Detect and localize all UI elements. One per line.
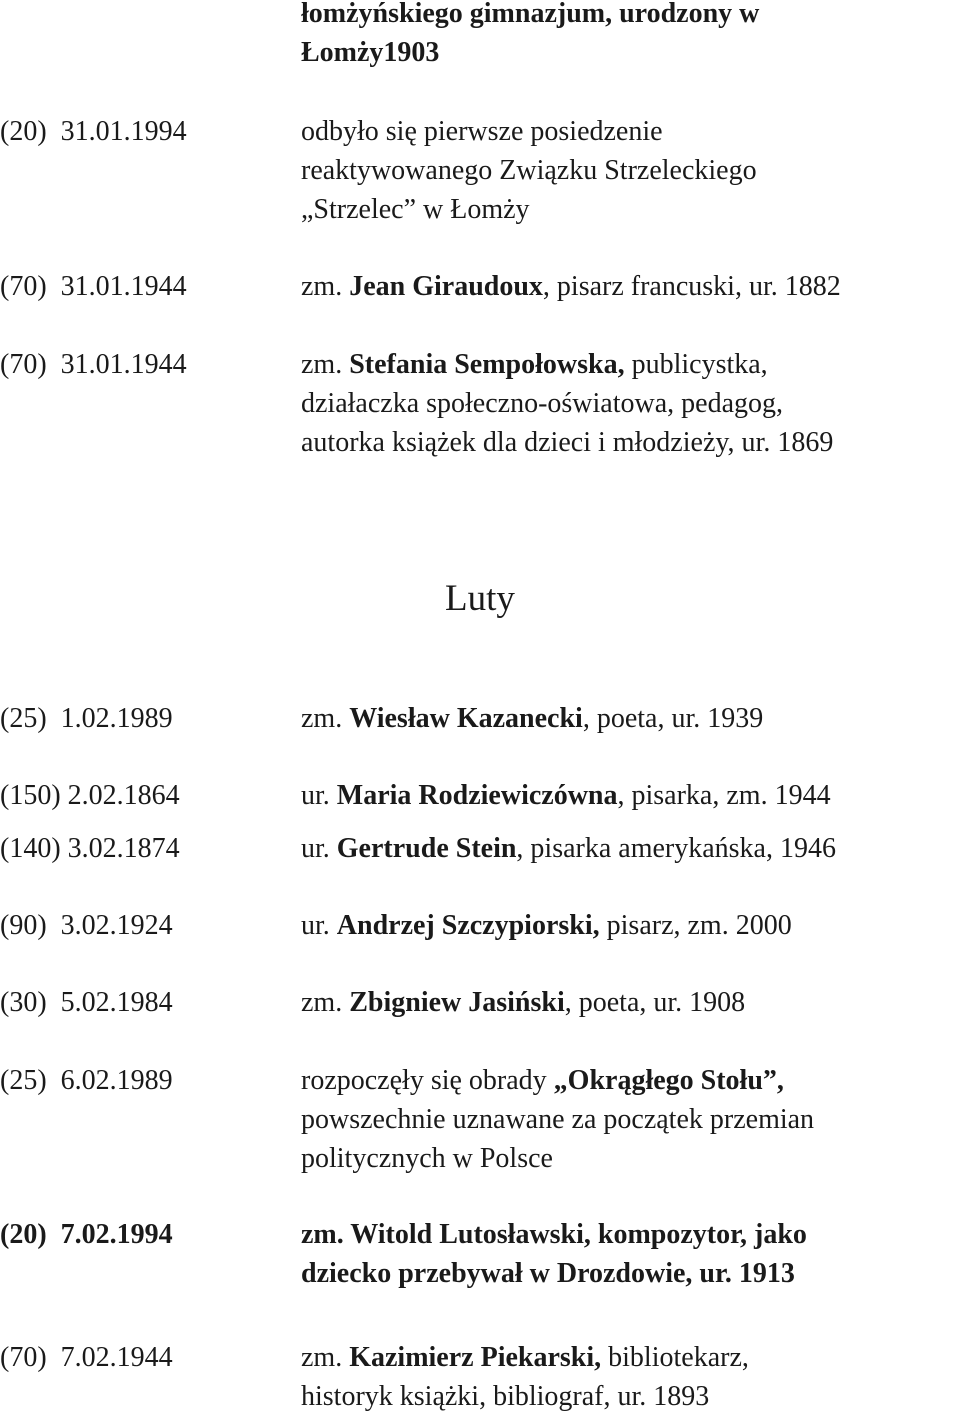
description-line xyxy=(301,190,960,229)
description-text: zm. xyxy=(301,987,350,1018)
description-line xyxy=(301,151,960,190)
description-text: zm. xyxy=(301,1342,350,1373)
entry-date: (150) 2.02.1864 xyxy=(0,780,180,811)
bold-name: „Okrągłego Stołu”, xyxy=(553,1065,784,1096)
entry-date: (20) 31.01.1994 xyxy=(0,116,187,147)
entry-description xyxy=(301,906,960,945)
description-text: , pisarka amerykańska, 1946 xyxy=(516,833,836,864)
description-line xyxy=(301,829,960,868)
description-text: ur. xyxy=(301,780,337,811)
description-text: reaktywowanego Związku Strzeleckiego xyxy=(301,155,757,186)
description-text: , poeta, ur. 1939 xyxy=(582,703,764,734)
entry-description xyxy=(301,1338,960,1416)
entry-date: (70) 31.01.1944 xyxy=(0,349,187,380)
bold-name: Maria Rodziewiczówna xyxy=(336,780,618,811)
entry-date: (90) 3.02.1924 xyxy=(0,910,173,941)
description-text: politycznych w Polsce xyxy=(301,1143,553,1174)
entry-date: (25) 6.02.1989 xyxy=(0,1065,173,1096)
description-line xyxy=(301,983,960,1022)
section-heading: Luty xyxy=(445,578,515,619)
description-text: , poeta, ur. 1908 xyxy=(564,987,746,1018)
description-text: „Strzelec” w Łomży xyxy=(301,194,530,225)
description-line xyxy=(301,1377,960,1416)
entry-date: (20) 7.02.1994 xyxy=(0,1219,173,1250)
description-text: autorka książek dla dzieci i młodzieży, ur. 1869 xyxy=(301,427,834,458)
entry-description xyxy=(301,983,960,1022)
bold-name: Stefania Sempołowska, xyxy=(349,349,625,380)
entry-description xyxy=(301,0,960,72)
description-line: Łomży1903 xyxy=(301,37,440,68)
description-line xyxy=(301,112,960,151)
description-text: zm. xyxy=(301,349,350,380)
entry-date: (30) 5.02.1984 xyxy=(0,987,173,1018)
description-line xyxy=(301,384,960,423)
bold-name: Zbigniew Jasiński xyxy=(349,987,565,1018)
entry-date: (70) 31.01.1944 xyxy=(0,271,187,302)
description-text: , pisarka, zm. 1944 xyxy=(617,780,831,811)
entry-date: (25) 1.02.1989 xyxy=(0,703,173,734)
description-text: publicystka, xyxy=(624,349,768,380)
description-line xyxy=(301,423,960,462)
description-line xyxy=(301,699,960,738)
entry-description xyxy=(301,776,960,815)
description-text: ur. xyxy=(301,833,337,864)
entry-description xyxy=(301,345,960,462)
bold-name: dziecko przebywał w Drozdowie, ur. 1913 xyxy=(301,1258,795,1289)
description-line: łomżyńskiego gimnazjum, urodzony w xyxy=(301,0,760,29)
bold-name: Gertrude Stein xyxy=(336,833,517,864)
entry-description xyxy=(301,1215,960,1293)
bold-name: Wiesław Kazanecki xyxy=(349,703,583,734)
entry-description xyxy=(301,112,960,229)
description-line xyxy=(301,776,960,815)
description-text: ur. xyxy=(301,910,337,941)
description-text: pisarz, zm. 2000 xyxy=(599,910,792,941)
description-text: odbyło się pierwsze posiedzenie xyxy=(301,116,663,147)
entry-date: (70) 7.02.1944 xyxy=(0,1342,173,1373)
bold-name: Andrzej Szczypiorski, xyxy=(336,910,600,941)
description-text: historyk książki, bibliograf, ur. 1893 xyxy=(301,1381,710,1412)
description-text: zm. xyxy=(301,703,350,734)
description-text: , pisarz francuski, ur. 1882 xyxy=(542,271,841,302)
description-line xyxy=(301,1139,960,1178)
entry-description xyxy=(301,829,960,868)
description-line xyxy=(301,906,960,945)
description-text: bibliotekarz, xyxy=(601,1342,749,1373)
description-line xyxy=(301,267,960,306)
description-line xyxy=(301,345,960,384)
description-line xyxy=(301,1338,960,1377)
entry-date: (140) 3.02.1874 xyxy=(0,833,180,864)
bold-name: Kazimierz Piekarski, xyxy=(349,1342,602,1373)
entry-description xyxy=(301,699,960,738)
bold-name: zm. Witold Lutosławski, kompozytor, jako xyxy=(301,1219,807,1250)
entry-description xyxy=(301,1061,960,1178)
description-text: powszechnie uznawane za początek przemian xyxy=(301,1104,815,1135)
description-line xyxy=(301,1254,960,1293)
description-text: rozpoczęły się obrady xyxy=(301,1065,554,1096)
description-line xyxy=(301,1100,960,1139)
bold-name: Jean Giraudoux xyxy=(349,271,543,302)
description-line xyxy=(301,1061,960,1100)
description-text: zm. xyxy=(301,271,350,302)
description-line xyxy=(301,1215,960,1254)
description-text: działaczka społeczno-oświatowa, pedagog, xyxy=(301,388,784,419)
entry-description xyxy=(301,267,960,306)
